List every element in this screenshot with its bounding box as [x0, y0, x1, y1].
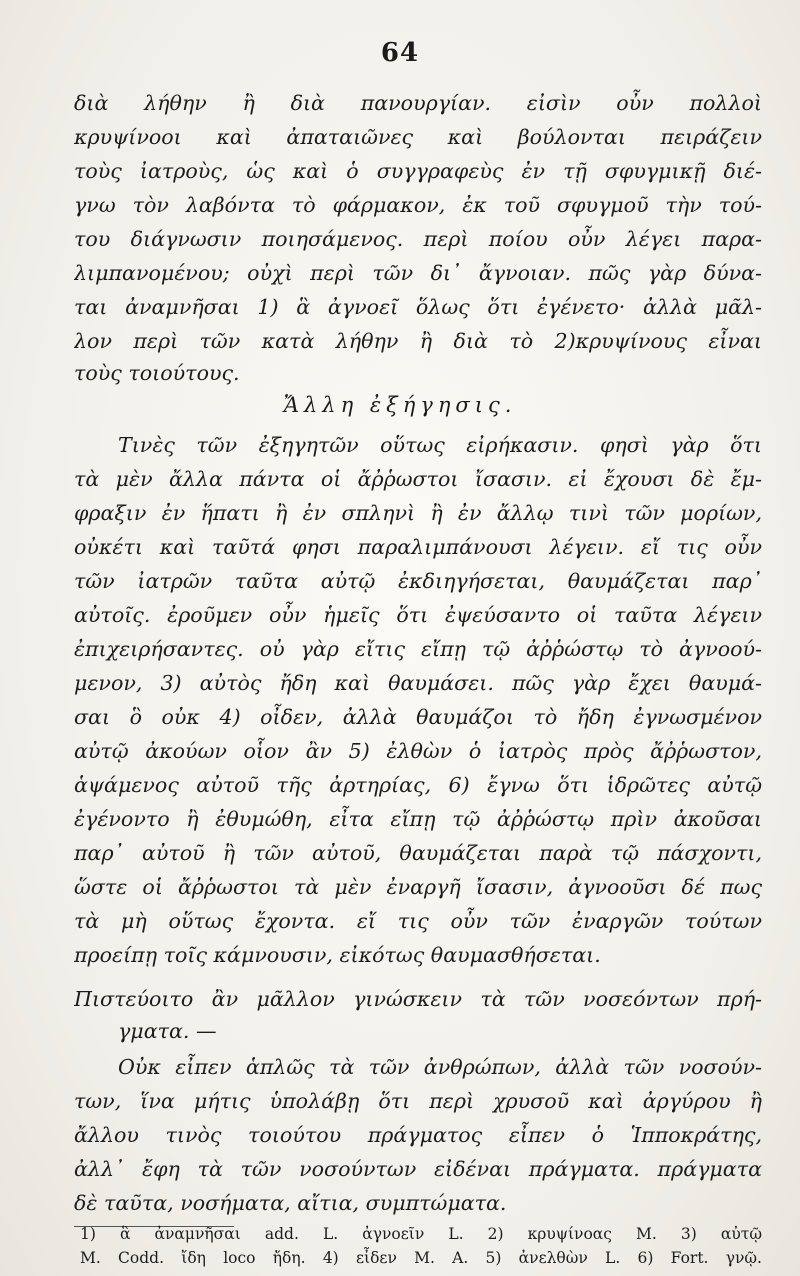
text-line: των, ἵνα μήτις ὑπολάβῃ ὅτι περὶ χρυσοῦ καὶ ἀργύρου ἢ [74, 1089, 762, 1113]
text-line: τὰ μὲν ἄλλα πάντα οἱ ἄῤῥωστοι ἴσασιν. εἰ ἔχουσι δὲ ἔμ- [74, 467, 762, 491]
page-number: 64 [380, 38, 420, 68]
text-line: ἐπιχειρήσαντες. οὐ γὰρ εἴτις εἴπῃ τῷ ἀῤῥώστῳ τὸ ἀγνοού- [74, 637, 762, 661]
text-line: λιμπανομένου; οὐχὶ περὶ τῶν δι᾽ ἄγνοιαν. πῶς γὰρ δύνα- [74, 261, 762, 285]
footnote-line: M. Codd. ἴδη loco ἤδη. 4) εἶδεν M. A. 5) ἀνελθὼν L. 6) Fort. γνῷ. [80, 1249, 762, 1267]
text-line: τὰ μὴ οὕτως ἔχοντα. εἴ τις οὖν τῶν ἐναργῶν τούτων [74, 909, 762, 933]
text-line: φραξιν ἐν ἥπατι ἢ ἐν σπληνὶ ἢ ἐν ἄλλῳ τινὶ τῶν μορίων, [74, 501, 762, 525]
text-line: Πιστεύοιτο ἂν μᾶλλον γινώσκειν τὰ τῶν νοσεόντων πρή- [74, 987, 762, 1011]
text-line: δὲ ταῦτα, νοσήματα, αἴτια, συμπτώματα. [74, 1191, 507, 1215]
text-line: ὥστε οἱ ἄῤῥωστοι τὰ μὲν ἐναργῆ ἴσασιν, ἀγνοοῦσι δέ πως [74, 875, 762, 899]
text-line: ἐγένοντο ἢ ἐθυμώθη, εἶτα εἴπῃ τῷ ἀῤῥώστῳ πρὶν ἀκοῦσαι [74, 807, 762, 831]
text-line: αὐτοῖς. ἐροῦμεν οὖν ἡμεῖς ὅτι ἐψεύσαντο οἱ ταῦτα λέγειν [74, 603, 762, 627]
text-line: ἀλλ᾽ ἔφη τὰ τῶν νοσούντων εἰδέναι πράγματα. πράγματα [74, 1157, 762, 1181]
text-line: γματα. — [118, 1019, 217, 1043]
text-line: ἁψάμενος αὐτοῦ τῆς ἀρτηρίας, 6) ἔγνω ὅτι ἱδρῶτες αὐτῷ [74, 773, 762, 797]
text-line: τοὺς τοιούτους. [74, 361, 240, 385]
text-line: παρ᾽ αὐτοῦ ἢ τῶν αὐτοῦ, θαυμάζεται παρὰ τῷ πάσχοντι, [74, 841, 762, 865]
section-heading: Ἄλλη ἐξήγησις. [283, 393, 517, 417]
text-line: ται ἀναμνῆσαι 1) ἃ ἀγνοεῖ ὅλως ὅτι ἐγένετο· ἀλλὰ μᾶλ- [74, 295, 762, 319]
text-line: ἄλλου τινὸς τοιούτου πράγματος εἶπεν ὁ Ἱπποκράτης, [74, 1123, 762, 1147]
text-line: οὐκέτι καὶ ταῦτά φησι παραλιμπάνουσι λέγειν. εἴ τις οὖν [74, 535, 762, 559]
text-line: γνω τὸν λαβόντα τὸ φάρμακον, ἐκ τοῦ σφυγμοῦ τὴν τού- [74, 193, 762, 217]
text-line: τοὺς ἰατροὺς, ὡς καὶ ὁ συγγραφεὺς ἐν τῇ σφυγμικῇ διέ- [74, 159, 762, 183]
text-line: μενον, 3) αὐτὸς ἤδη καὶ θαυμάσει. πῶς γὰρ ἔχει θαυμά- [74, 671, 762, 695]
text-line: Οὐκ εἶπεν ἁπλῶς τὰ τῶν ἀνθρώπων, ἀλλὰ τῶν νοσούν- [118, 1055, 762, 1079]
text-line: Τινὲς τῶν ἐξηγητῶν οὕτως εἰρήκασιν. φησὶ γὰρ ὅτι [118, 433, 762, 457]
footnote-line: 1) ἃ ἀναμνῆσαι add. L. ἀγνοεῖν L. 2) κρυψίνοας M. 3) αὐτῷ [80, 1225, 762, 1243]
text-line: κρυψίνοοι καὶ ἀπαταιῶνες καὶ βούλονται πειράζειν [74, 125, 762, 149]
text-line: λον περὶ τῶν κατὰ λήθην ἢ διὰ τὸ 2)κρυψίνους εἶναι [74, 329, 762, 353]
text-line: του διάγνωσιν ποιησάμενος. περὶ ποίου οὖν λέγει παρα- [74, 227, 762, 251]
text-line: σαι ὃ οὐκ 4) οἶδεν, ἀλλὰ θαυμάζοι τὸ ἤδη ἐγνωσμένον [74, 705, 762, 729]
text-line: αὐτῷ ἀκούων οἷον ἂν 5) ἐλθὼν ὁ ἰατρὸς πρὸς ἄῤῥωστον, [74, 739, 762, 763]
text-line: διὰ λήθην ἢ διὰ πανουργίαν. εἰσὶν οὖν πολλοὶ [74, 91, 762, 115]
text-line: προείπῃ τοῖς κάμνουσιν, εἰκότως θαυμασθήσεται. [74, 943, 601, 967]
text-line: τῶν ἰατρῶν ταῦτα αὐτῷ ἐκδιηγήσεται, θαυμάζεται παρ᾽ [74, 569, 762, 593]
